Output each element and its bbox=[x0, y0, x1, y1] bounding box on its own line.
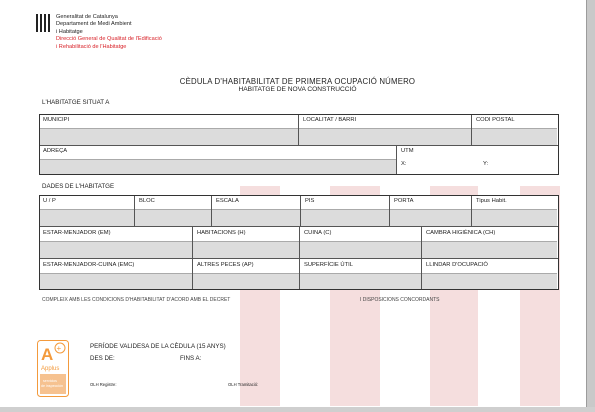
divider bbox=[471, 115, 472, 145]
municipi-label: MUNICIPI bbox=[43, 117, 70, 123]
applus-plus: + bbox=[56, 344, 62, 353]
organization-header bbox=[56, 14, 162, 51]
escala-label: ESCALA bbox=[216, 198, 239, 204]
utm-label: UTM bbox=[401, 148, 414, 154]
divider bbox=[40, 145, 558, 146]
porta-label: PORTA bbox=[394, 198, 414, 204]
superficie-label: SUPERFÍCIE ÚTIL bbox=[304, 262, 353, 268]
des-de-label: DES DE: bbox=[90, 355, 115, 362]
up-label: U / P bbox=[43, 198, 56, 204]
divider bbox=[299, 227, 300, 258]
emc-label: ESTAR-MENJADOR-CUINA (EMC) bbox=[43, 262, 135, 268]
divider bbox=[396, 146, 397, 174]
applus-name: Applus bbox=[41, 366, 60, 372]
document-subtitle: HABITATGE DE NOVA CONSTRUCCIÓ bbox=[238, 86, 357, 93]
location-section-label: L'HABITATGE SITUAT A bbox=[42, 99, 110, 106]
utm-y-label: Y: bbox=[483, 161, 489, 167]
divider bbox=[421, 227, 422, 258]
adreca-label: ADREÇA bbox=[43, 148, 68, 154]
direction-line: i Rehabilitació de l'Habitatge bbox=[56, 43, 127, 50]
divider bbox=[298, 115, 299, 145]
divider bbox=[421, 259, 422, 289]
document-title: CÈDULA D'HABITABILITAT DE PRIMERA OCUPACIÓ NÚMERO bbox=[179, 77, 416, 86]
utm-x-label: X: bbox=[401, 161, 407, 167]
compliance-text-right: I DISPOSICIONS CONCORDANTS bbox=[360, 297, 440, 303]
divider bbox=[192, 259, 193, 289]
divider bbox=[299, 259, 300, 289]
page-edge-shadow bbox=[586, 0, 595, 412]
c-label: CUINA (C) bbox=[304, 230, 332, 236]
tipus-label: Tipus Habit. bbox=[476, 198, 507, 204]
divider bbox=[389, 196, 390, 226]
llindar-label: LLINDAR D'OCUPACIÓ bbox=[426, 262, 488, 268]
applus-sub1: servicios bbox=[43, 379, 57, 383]
org-line: i Habitatge bbox=[56, 28, 83, 35]
dades-section-label: DADES DE L'HABITATGE bbox=[42, 183, 115, 190]
applus-mark: A bbox=[41, 345, 54, 364]
direction-line: Direcció General de Qualitat de l'Edificació bbox=[56, 36, 162, 43]
divider bbox=[211, 196, 212, 226]
generalitat-logo-icon bbox=[35, 14, 52, 36]
location-table bbox=[39, 114, 559, 175]
adreca-field[interactable] bbox=[40, 159, 396, 174]
codi-postal-label: CODI POSTAL bbox=[476, 117, 515, 123]
ap-label: ALTRES PECES (AP) bbox=[197, 262, 254, 268]
org-line: Generalitat de Catalunya bbox=[56, 14, 118, 20]
bloc-label: BLOC bbox=[139, 198, 155, 204]
olh-registre-label: OLH Registre: bbox=[90, 382, 117, 387]
divider bbox=[134, 196, 135, 226]
page-bottom-shadow bbox=[0, 407, 595, 412]
divider bbox=[471, 196, 472, 226]
divider bbox=[192, 227, 193, 258]
localitat-label: LOCALITAT / BARRI bbox=[303, 117, 357, 123]
validity-period: PERÍODE VALIDESA DE LA CÈDULA (15 ANYS) bbox=[90, 343, 226, 350]
applus-logo-icon bbox=[37, 340, 69, 397]
dades-table bbox=[39, 195, 559, 290]
h-label: HABITACIONS (H) bbox=[197, 230, 246, 236]
compliance-text: COMPLEIX AMB LES CONDICIONS D'HABITABILITAT D'ACORD AMB EL DECRET bbox=[42, 297, 231, 303]
em-label: ESTAR-MENJADOR (EM) bbox=[43, 230, 111, 236]
olh-tramitacio-label: OLH Tramitació: bbox=[228, 382, 259, 387]
ch-label: CAMBRA HIGIÈNICA (CH) bbox=[426, 230, 496, 236]
applus-sub2: de inspección bbox=[41, 384, 63, 388]
dades-row1-field[interactable] bbox=[40, 209, 557, 226]
pis-label: PIS bbox=[305, 198, 315, 204]
fins-a-label: FINS A: bbox=[180, 355, 202, 362]
divider bbox=[300, 196, 301, 226]
org-line: Departament de Medi Ambient bbox=[56, 21, 132, 28]
